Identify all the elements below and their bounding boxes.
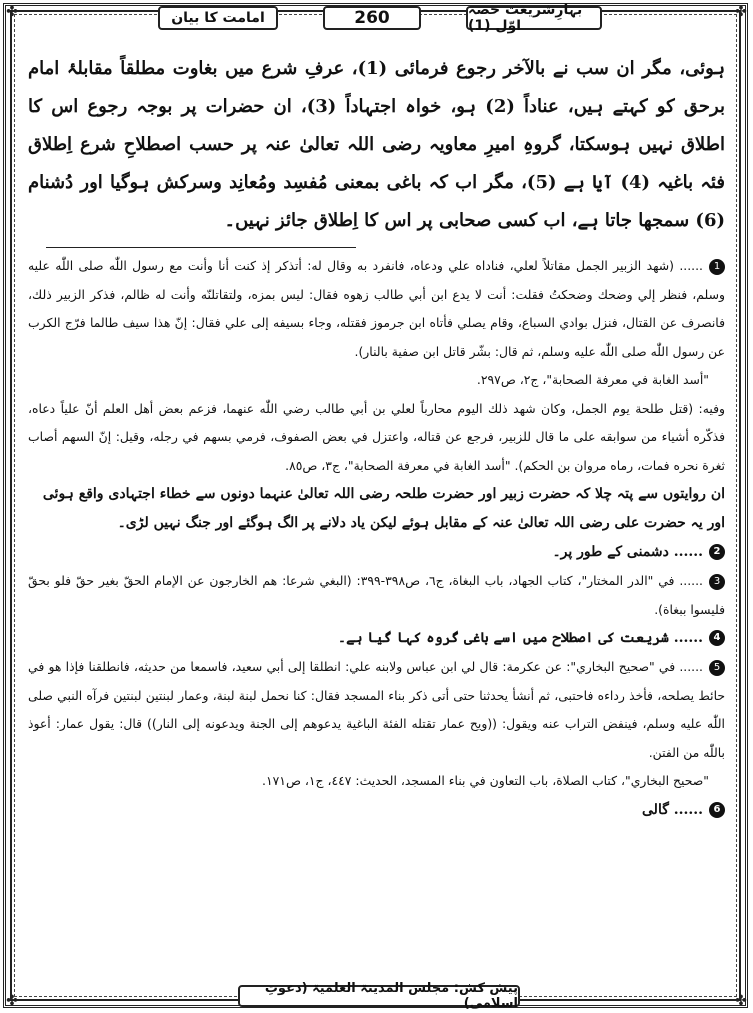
footnote-text: ...... شریعت کی اصطلاح میں اسے باغی گروہ کہا گیا ہے۔	[337, 630, 703, 646]
main-body	[22, 42, 731, 240]
footnote-number: 6	[709, 802, 725, 818]
book-title: بہارِشریعت حصہ اوّل (1)	[466, 6, 602, 30]
footnote-text: ...... في "الدر المختار"، كتاب الجهاد، باب البغاة، ج٦، ص٣٩٨-٣٩٩: (البغي شرعا: هم الخارجون عن الإمام الحقّ بغير حقّ فلو بحقّ فليسوا ببغاة).	[28, 573, 725, 617]
footnote-citation: "صحيح البخاري"، كتاب الصلاة، باب التعاون في بناء المسجد، الحديث: ٤٤٧، ج١، ص١٧١.	[262, 773, 709, 788]
corner-ornament-icon: ✤	[6, 4, 18, 20]
footnote-number: 4	[709, 630, 725, 646]
footnote-text: ...... گالی	[642, 801, 703, 818]
corner-ornament-icon: ✤	[735, 993, 747, 1009]
footnote-text: ...... دشمنی کے طور پر۔	[552, 544, 703, 560]
footnote-4	[28, 624, 725, 653]
footnote-text: ...... (شهد الزبير الجمل مقاتلاً لعلي، فناداه علي ودعاه، فانفرد به وقال له: أتذكر إذ كنت أنا وأنت مع رسول اللّٰه صلى اللّٰه عليه وسلم، فنظر إلي وضحك وضحكتُ فقلت: أنت لا يدع ابن أبي طالب زهوه فقال: ليس بمزه، ولتقاتلنّه وأنت له ظالم، فذكر الزبير ذلك، فانصرف عن القتال، فنزل بوادي السباع، وقام يصلي فأتاه ابن جرموز فقتله، وجاء بسيفه إلى علي فقال: إنّ هذا سيف طالما فرّج الكرب عن رسول اللّٰه صلى اللّٰه عليه وسلم، ثم قال: بشّر قاتل ابن صفية بالنار).	[28, 258, 725, 359]
footnote-5	[28, 653, 725, 767]
corner-ornament-icon: ✤	[735, 4, 747, 20]
publisher-footer: پیش کش: مجلس المدینۃ العلمیۃ (دعوتِ اسلامی)	[238, 985, 520, 1007]
footnote-1	[28, 252, 725, 366]
footnote-number: 1	[709, 259, 725, 275]
footnote-6	[28, 796, 725, 825]
corner-ornament-icon: ✤	[6, 993, 18, 1009]
main-paragraph: ہوئی، مگر ان سب نے بالآخر رجوع فرمائی (1)، عرفِ شرع میں بغاوت مطلقاً مقابلۂ امام برحق کو کہتے ہیں، عناداً (2) ہو، خواہ اجتہاداً (3)، ان حضرات پر بوجہ رجوع اس کا اطلاق نہیں ہوسکتا، گروہِ امیرِ معاویہ رضی اللہ تعالیٰ عنہ پر حسب اصطلاحِ شرع اِطلاق فئہ باغیہ (4) آیا ہے (5)، مگر اب کہ باغی بمعنی مُفسِد ومُعانِد وسرکش ہوگیا اور دُشنام (6) سمجھا جاتا ہے، اب کسی صحابی پر اس کا اِطلاق جائز نہیں۔	[28, 58, 726, 231]
footnote-citation: "أسد الغابة في معرفة الصحابة"، ج٢، ص٢٩٧.	[476, 372, 709, 387]
footnote-text: ...... في "صحيح البخاري": عن عكرمة: قال لي ابن عباس ولابنه علي: انطلقا إلى أبي سعيد، فاسمعا من حديثه، فانطلقنا فإذا هو في حائط يصلحه، فأخذ رداءه فاحتبى، ثم أنشأ يحدثنا حتى أتى ذكر بناء المسجد فقال: كنا نحمل لبنة لبنة، وعمار لبنتين لبنتين فرآه النبي صلى اللّٰه عليه وسلم، فينفض التراب عنه ويقول: ((ويح عمار تقتله الفئة الباغية يدعوهم إلى الجنة ويدعونه إلى النار)) قال: يقول عمار: أعوذ باللّٰه من الفتن.	[28, 659, 725, 760]
footnote-1-continued: وفيه: (قتل طلحة يوم الجمل، وكان شهد ذلك اليوم محارباً لعلي بن أبي طالب رضي اللّٰه عنهما، فزعم بعض أهل العلم أنّ علياً دعاه، فذكّره أشياء من سوابقه على ما قال للزبير، فرجع عن قتاله، واعتزل في بعض الصفوف، فرمي بسهم في رجله، وقيل: إنّ السهم أصاب ثغرة نحره فمات، رماه مروان بن الحكم). "أسد الغابة في معرفة الصحابة"، ج٣، ص٨٥.	[28, 400, 725, 473]
footnote-2	[28, 538, 725, 567]
footnote-divider	[46, 247, 356, 248]
footnote-number: 5	[709, 660, 725, 676]
footnote-number: 2	[709, 544, 725, 560]
footnote-number: 3	[709, 574, 725, 590]
chapter-title: امامت کا بیان	[158, 6, 278, 30]
footnotes	[22, 252, 731, 825]
footnote-3	[28, 567, 725, 624]
page-number: 260	[323, 6, 421, 30]
footnote-urdu-note: ان روایتوں سے پتہ چلا کہ حضرت زبیر اور حضرت طلحہ رضی اللہ تعالیٰ عنہما دونوں سے خطاء اجتہادی واقع ہوئی اور یہ حضرت علی رضی اللہ تعالیٰ عنہ کے مقابل ہوئے لیکن یاد دلانے پر الگ ہوگئے اور جنگ نہیں لڑی۔	[42, 486, 725, 531]
